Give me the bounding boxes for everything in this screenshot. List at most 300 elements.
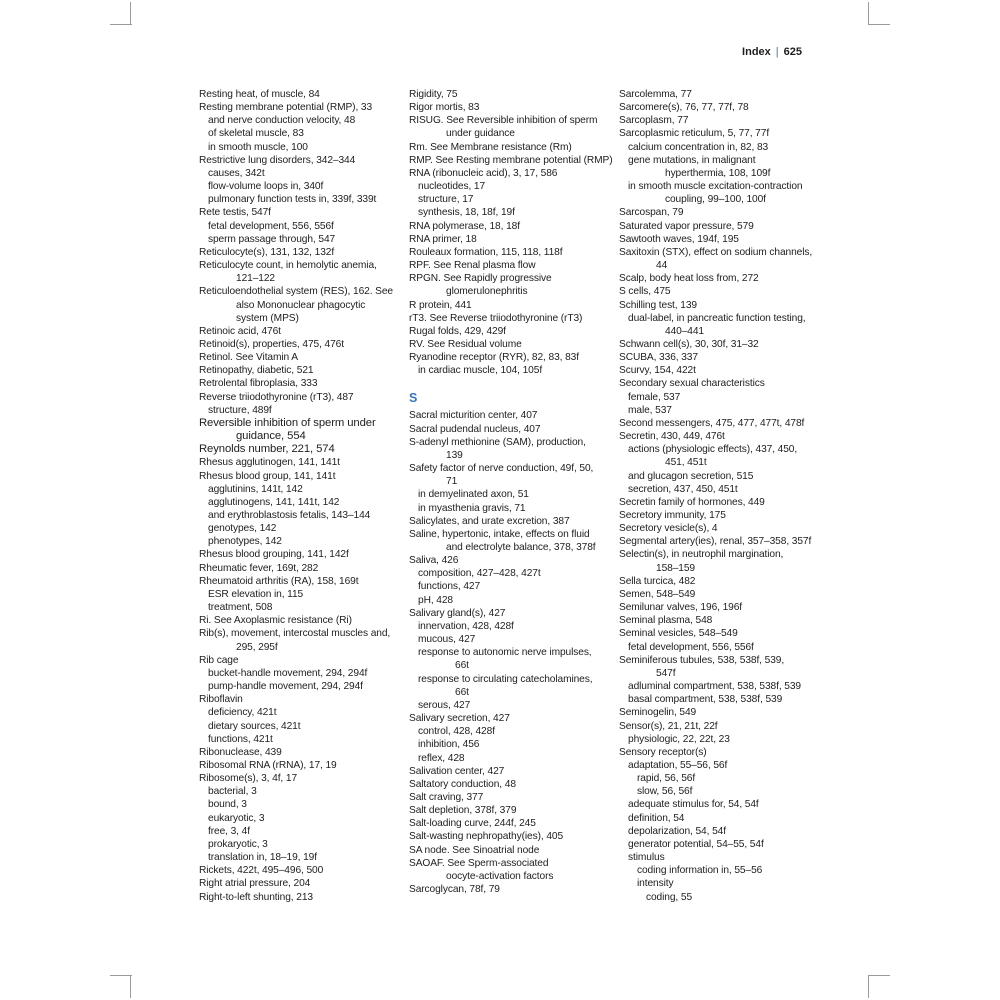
index-entry-line: Sensory receptor(s) [619, 746, 707, 758]
index-entry [409, 423, 609, 436]
index-subentry [619, 864, 819, 877]
index-entry-line: sperm passage through, 547 [208, 233, 336, 245]
index-entry-line: in smooth muscle excitation-contraction [628, 181, 803, 193]
index-entry-line: Rheumatoid arthritis (RA), 158, 169t [199, 575, 359, 587]
index-entry-line: dietary sources, 421t [208, 720, 301, 732]
index-entry-line: Saturated vapor pressure, 579 [619, 220, 754, 232]
index-entry [199, 443, 399, 456]
index-entry [409, 528, 609, 554]
index-entry-line: Salivary gland(s), 427 [409, 607, 506, 619]
index-entry-line: coding information in, 55–56 [637, 865, 763, 877]
index-entry-line: Reverse triiodothyronine (rT3), 487 [199, 391, 354, 403]
index-entry [619, 522, 819, 535]
index-entry-continuation: 295, 295f [236, 641, 278, 653]
index-entry-line: Rickets, 422t, 495–496, 500 [199, 865, 324, 877]
index-entry-line: Secretin, 430, 449, 476t [619, 431, 725, 443]
index-entry [199, 285, 399, 324]
index-entry [199, 391, 399, 404]
index-subentry [619, 641, 819, 654]
index-entry-line: generator potential, 54–55, 54f [628, 838, 764, 850]
index-entry-line: Sarcoglycan, 78f, 79 [409, 884, 500, 896]
index-entry-line: translation in, 18–19, 19f [208, 852, 317, 864]
index-entry-line: Reticulocyte(s), 131, 132, 132f [199, 246, 335, 258]
index-entry [409, 233, 609, 246]
index-column-2 [409, 88, 613, 896]
index-entry-line: Right atrial pressure, 204 [199, 878, 311, 890]
index-subentry [619, 785, 819, 798]
index-entry [409, 778, 609, 791]
index-subentry [409, 738, 609, 751]
index-entry-line: SA node. See Sinoatrial node [409, 844, 540, 856]
index-entry-line: Sarcospan, 79 [619, 207, 684, 219]
index-entry-line: RPF. See Renal plasma flow [409, 260, 536, 272]
index-entry-line: reflex, 428 [418, 752, 465, 764]
index-entry-line: RPGN. See Rapidly progressive [409, 273, 552, 285]
index-entry [199, 575, 399, 588]
index-entry [199, 891, 399, 904]
index-entry-continuation: 139 [446, 449, 463, 461]
index-entry-line: bucket-handle movement, 294, 294f [208, 667, 368, 679]
index-entry-line: Secretory immunity, 175 [619, 510, 726, 521]
index-subentry [409, 364, 609, 377]
index-entry [409, 765, 609, 778]
index-entry-line: Salivary secretion, 427 [409, 713, 510, 725]
index-entry-continuation: 66t [455, 660, 469, 672]
index-entry [199, 693, 399, 706]
index-entry-line: structure, 17 [418, 194, 474, 206]
index-entry-line: rT3. See Reverse triiodothyronine (rT3) [409, 312, 583, 324]
index-entry-line: Rouleaux formation, 115, 118, 118f [409, 246, 563, 258]
index-entry [199, 548, 399, 561]
index-entry-line: Ribonuclease, 439 [199, 746, 282, 758]
index-entry-line: Schilling test, 139 [619, 299, 697, 311]
index-entry-continuation: glomerulonephritis [446, 286, 528, 298]
crop-mark-bottom-left [130, 976, 131, 998]
index-entry-line: adluminal compartment, 538, 538f, 539 [628, 681, 801, 693]
index-entry [199, 101, 399, 114]
index-entry [409, 883, 609, 896]
index-entry-line: Salt depletion, 378f, 379 [409, 805, 517, 817]
index-subentry [409, 206, 609, 219]
index-entry-line: Segmental artery(ies), renal, 357–358, 357f [619, 536, 812, 548]
index-entry [199, 206, 399, 219]
index-entry [199, 154, 399, 167]
index-entry-line: Retinoic acid, 476t [199, 325, 281, 337]
index-entry [199, 377, 399, 390]
crop-mark-top-left [110, 24, 132, 25]
index-subentry [409, 752, 609, 765]
index-subentry [199, 535, 399, 548]
index-subentry [619, 470, 819, 483]
index-subentry [409, 567, 609, 580]
index-entry [619, 430, 819, 443]
index-entry [409, 325, 609, 338]
index-entry-line: in demyelinated axon, 51 [418, 489, 529, 501]
running-head [700, 46, 802, 58]
index-subentry [199, 496, 399, 509]
index-entry [199, 746, 399, 759]
index-entry [619, 706, 819, 719]
index-subentry [619, 391, 819, 404]
index-entry [409, 167, 609, 180]
index-entry-line: Seminal plasma, 548 [619, 615, 713, 627]
index-entry-line: pulmonary function tests in, 339f, 339t [208, 194, 377, 206]
index-entry-continuation: also Mononuclear phagocytic [236, 299, 366, 311]
index-entry-line: Seminal vesicles, 548–549 [619, 628, 738, 640]
index-entry [619, 272, 819, 285]
index-entry [409, 817, 609, 830]
index-entry-line: dual-label, in pancreatic function testing, [628, 312, 806, 324]
index-entry-line: Restrictive lung disorders, 342–344 [199, 154, 356, 166]
index-subentry [199, 167, 399, 180]
index-entry-line: Salicylates, and urate excretion, 387 [409, 515, 570, 527]
index-column-1 [199, 88, 399, 904]
index-entry [619, 220, 819, 233]
index-entry-line: free, 3, 4f [208, 825, 250, 837]
index-entry [199, 417, 399, 443]
index-subentry [619, 443, 819, 469]
index-subentry [199, 785, 399, 798]
index-entry-line: RISUG. See Reversible inhibition of sperm [409, 115, 598, 127]
index-entry [409, 220, 609, 233]
index-entry-continuation: 44 [656, 260, 668, 272]
index-entry [199, 338, 399, 351]
index-entry [409, 830, 609, 843]
index-subentry [619, 798, 819, 811]
index-subentry [199, 127, 399, 140]
index-entry-line: inhibition, 456 [418, 739, 480, 751]
index-entry-line: functions, 421t [208, 733, 273, 745]
index-entry-line: coding, 55 [646, 891, 693, 903]
index-subentry [199, 141, 399, 154]
index-entry [409, 462, 609, 488]
index-entry [409, 312, 609, 325]
section-letter-heading: S [409, 391, 418, 406]
index-entry-line: and nerve conduction velocity, 48 [208, 115, 356, 127]
index-entry-line: Retinol. See Vitamin A [199, 352, 298, 364]
index-entry-line: SCUBA, 336, 337 [619, 352, 698, 364]
index-entry-line: mucous, 427 [418, 634, 476, 646]
index-entry [409, 844, 609, 857]
index-entry-line: agglutinogens, 141, 141t, 142 [208, 496, 340, 508]
index-entry-continuation: oocyte-activation factors [446, 870, 554, 882]
index-entry [409, 299, 609, 312]
index-entry-continuation: 158–159 [656, 562, 695, 574]
index-entry [619, 206, 819, 219]
index-subentry [619, 838, 819, 851]
index-entry-line: Sarcoplasm, 77 [619, 115, 689, 127]
index-entry-line: Semen, 548–549 [619, 588, 696, 600]
index-entry-line: female, 537 [628, 391, 681, 403]
index-entry [409, 88, 609, 101]
index-subentry [619, 483, 819, 496]
index-entry [619, 338, 819, 351]
index-entry-line: Rigidity, 75 [409, 89, 458, 100]
index-subentry [199, 522, 399, 535]
index-entry-line: Seminiferous tubules, 538, 538f, 539, [619, 654, 785, 666]
index-column-3 [619, 88, 819, 904]
crop-mark-bottom-left [110, 975, 132, 976]
index-entry-line: functions, 427 [418, 581, 481, 593]
index-subentry [199, 851, 399, 864]
index-entry [619, 720, 819, 733]
crop-mark-top-left [130, 2, 131, 24]
index-entry-line: Sarcolemma, 77 [619, 89, 692, 100]
index-entry [619, 246, 819, 272]
index-entry [619, 127, 819, 140]
index-subentry [199, 588, 399, 601]
index-entry-line: agglutinins, 141t, 142 [208, 483, 303, 495]
index-entry-line: secretion, 437, 450, 451t [628, 483, 738, 495]
index-entry-line: Resting heat, of muscle, 84 [199, 89, 320, 100]
page-number: 625 [783, 46, 802, 58]
index-entry-line: RMP. See Resting membrane potential (RMP) [409, 154, 613, 166]
index-entry-line: Salt craving, 377 [409, 791, 484, 803]
index-subentry [619, 851, 819, 864]
index-entry-line: Reticuloendothelial system (RES), 162. See [199, 286, 393, 298]
index-entry-line: Rugal folds, 429, 429f [409, 325, 506, 337]
crop-mark-top-right [868, 24, 890, 25]
index-entry-line: control, 428, 428f [418, 726, 495, 738]
index-entry-line: Rm. See Membrane resistance (Rm) [409, 141, 572, 153]
index-entry-line: RNA primer, 18 [409, 233, 477, 245]
index-entry-line: Secretin family of hormones, 449 [619, 496, 765, 508]
index-entry-line: pH, 428 [418, 594, 453, 606]
index-subentry [409, 180, 609, 193]
index-entry-line: Sarcoplasmic reticulum, 5, 77, 77f [619, 128, 770, 140]
index-subentry [619, 180, 819, 206]
index-subentry [409, 488, 609, 501]
index-entry-line: physiologic, 22, 22t, 23 [628, 733, 730, 745]
index-entry-line: intensity [637, 878, 674, 890]
index-subentry [619, 891, 819, 904]
index-entry-line: Ri. See Axoplasmic resistance (Ri) [199, 615, 352, 627]
index-entry-continuation: hyperthermia, 108, 109f [665, 167, 771, 179]
index-entry-line: Rhesus agglutinogen, 141, 141t [199, 457, 340, 469]
index-entry-line: Saliva, 426 [409, 555, 459, 567]
index-entry [199, 470, 399, 483]
crop-mark-bottom-right [868, 976, 869, 998]
index-entry [409, 141, 609, 154]
index-entry-line: Second messengers, 475, 477, 477t, 478f [619, 417, 805, 429]
index-entry-line: Resting membrane potential (RMP), 33 [199, 102, 373, 114]
index-subentry [199, 483, 399, 496]
index-entry-continuation: coupling, 99–100, 100f [665, 194, 766, 206]
index-entry [199, 654, 399, 667]
index-entry-line: prokaryotic, 3 [208, 838, 268, 850]
index-entry [199, 772, 399, 785]
index-subentry [199, 720, 399, 733]
index-entry [199, 877, 399, 890]
index-entry [409, 607, 609, 620]
index-entry-line: RV. See Residual volume [409, 338, 522, 350]
index-entry-line: adaptation, 55–56, 56f [628, 759, 728, 771]
index-subentry [409, 725, 609, 738]
index-entry [199, 88, 399, 101]
crop-mark-top-right [868, 2, 869, 24]
index-entry [619, 746, 819, 759]
index-entry [619, 88, 819, 101]
index-entry [199, 246, 399, 259]
index-entry-line: ESR elevation in, 115 [208, 588, 304, 600]
index-entry-line: deficiency, 421t [208, 707, 277, 719]
index-entry-line: phenotypes, 142 [208, 536, 282, 548]
index-subentry [199, 798, 399, 811]
index-entry-line: response to circulating catecholamines, [418, 673, 593, 685]
index-subentry [199, 509, 399, 522]
index-entry-line: stimulus [628, 852, 665, 864]
index-entry-line: and erythroblastosis fetalis, 143–144 [208, 510, 371, 521]
index-subentry [199, 180, 399, 193]
index-entry-line: Sella turcica, 482 [619, 575, 696, 587]
index-entry-continuation: 451, 451t [665, 457, 707, 469]
index-subentry [409, 633, 609, 646]
index-entry-line: Secondary sexual characteristics [619, 378, 765, 390]
index-subentry [619, 693, 819, 706]
index-entry-line: S-adenyl methionine (SAM), production, [409, 436, 586, 448]
index-entry-line: Rigor mortis, 83 [409, 102, 480, 114]
index-entry [619, 417, 819, 430]
index-entry-line: in smooth muscle, 100 [208, 141, 308, 153]
index-entry-line: Selectin(s), in neutrophil margination, [619, 549, 784, 561]
index-entry-line: treatment, 508 [208, 602, 273, 614]
index-entry [409, 712, 609, 725]
index-entry-line: Secretory vesicle(s), 4 [619, 523, 718, 535]
index-entry-line: bacterial, 3 [208, 786, 257, 798]
index-entry-continuation: 71 [446, 476, 458, 488]
index-entry-line: depolarization, 54, 54f [628, 825, 726, 837]
index-entry [199, 325, 399, 338]
index-entry [199, 364, 399, 377]
index-entry-line: Semilunar valves, 196, 196f [619, 602, 743, 614]
index-entry-line: bound, 3 [208, 799, 247, 811]
index-subentry [199, 220, 399, 233]
index-entry-line: flow-volume loops in, 340f [208, 181, 324, 193]
index-entry [619, 285, 819, 298]
index-entry-continuation: 66t [455, 686, 469, 698]
index-entry-line: Saline, hypertonic, intake, effects on fluid [409, 528, 590, 540]
index-entry [619, 627, 819, 640]
index-entry [409, 154, 613, 167]
index-entry-continuation: and electrolyte balance, 378, 378f [446, 542, 596, 553]
index-entry-line: synthesis, 18, 18f, 19f [418, 207, 515, 219]
index-entry-line: Retinoid(s), properties, 475, 476t [199, 338, 344, 350]
index-entry-line: Reversible inhibition of sperm under [199, 416, 376, 429]
index-entry [199, 259, 399, 285]
index-entry-line: gene mutations, in malignant [628, 154, 756, 166]
index-subentry [409, 699, 609, 712]
index-entry-line: Riboflavin [199, 694, 243, 706]
index-subentry [409, 594, 609, 607]
index-entry [619, 588, 819, 601]
index-entry-line: composition, 427–428, 427t [418, 568, 541, 580]
index-subentry [199, 114, 399, 127]
index-entry-line: Rhesus blood grouping, 141, 142f [199, 549, 349, 561]
index-entry-continuation: 121–122 [236, 273, 275, 285]
index-entry-line: basal compartment, 538, 538f, 539 [628, 694, 783, 706]
index-entry [409, 857, 609, 883]
index-subentry [409, 193, 609, 206]
index-entry-line: fetal development, 556, 556f [628, 641, 754, 653]
index-subentry [199, 667, 399, 680]
index-entry-line: Safety factor of nerve conduction, 49f, 50, [409, 463, 594, 475]
index-subentry [619, 141, 819, 154]
index-subentry [199, 601, 399, 614]
index-subentry [409, 646, 609, 672]
index-subentry [199, 706, 399, 719]
index-subentry [199, 838, 399, 851]
index-entry [199, 864, 399, 877]
index-entry-line: rapid, 56, 56f [637, 773, 696, 785]
index-entry-line: Retrolental fibroplasia, 333 [199, 378, 318, 390]
index-entry-line: Scurvy, 154, 422t [619, 365, 696, 377]
index-entry-line: Salt-wasting nephropathy(ies), 405 [409, 831, 564, 843]
index-subentry [619, 312, 819, 338]
index-subentry [199, 733, 399, 746]
index-entry-line: Sensor(s), 21, 21t, 22f [619, 720, 718, 732]
index-entry [619, 509, 819, 522]
index-entry [199, 614, 399, 627]
index-entry-line: eukaryotic, 3 [208, 812, 265, 824]
index-entry [619, 377, 819, 390]
index-entry [619, 548, 819, 574]
index-entry-line: structure, 489f [208, 404, 272, 416]
index-subentry [409, 673, 609, 699]
header-separator: | [775, 46, 779, 58]
index-entry-line: causes, 342t [208, 167, 265, 179]
index-entry [409, 351, 609, 364]
index-entry [409, 554, 609, 567]
index-entry [619, 575, 819, 588]
index-entry [619, 233, 819, 246]
index-subentry [619, 404, 819, 417]
index-entry [619, 614, 819, 627]
index-entry [199, 562, 399, 575]
index-entry-line: of skeletal muscle, 83 [208, 128, 304, 140]
index-entry-line: fetal development, 556, 556f [208, 220, 334, 232]
index-entry-line: Salivation center, 427 [409, 765, 505, 777]
index-subentry [619, 733, 819, 746]
index-entry [409, 101, 609, 114]
index-subentry [199, 193, 399, 206]
index-entry-line: R protein, 441 [409, 299, 472, 311]
index-entry-line: Reynolds number, 221, 574 [199, 443, 335, 456]
index-entry-line: calcium concentration in, 82, 83 [628, 141, 769, 153]
index-entry-line: Rheumatic fever, 169t, 282 [199, 562, 319, 574]
index-entry-line: RNA polymerase, 18, 18f [409, 220, 520, 232]
index-entry [619, 654, 819, 680]
index-entry [409, 791, 609, 804]
index-entry-line: actions (physiologic effects), 437, 450, [628, 444, 798, 456]
index-entry-line: Rib cage [199, 654, 239, 666]
index-subentry [619, 877, 819, 890]
index-entry-line: serous, 427 [418, 699, 471, 711]
index-subentry [619, 812, 819, 825]
index-subentry [199, 233, 399, 246]
index-subentry [199, 825, 399, 838]
index-entry-continuation: under guidance [446, 128, 515, 140]
index-subentry [619, 825, 819, 838]
index-entry-line: Schwann cell(s), 30, 30f, 31–32 [619, 338, 759, 350]
index-entry-line: Reticulocyte count, in hemolytic anemia, [199, 260, 377, 272]
index-entry-line: response to autonomic nerve impulses, [418, 647, 592, 659]
index-entry-continuation: system (MPS) [236, 312, 299, 324]
index-entry-line: Saxitoxin (STX), effect on sodium channels, [619, 246, 813, 258]
index-entry-line: Ribosomal RNA (rRNA), 17, 19 [199, 759, 337, 771]
index-entry-line: Sacral pudendal nucleus, 407 [409, 423, 541, 435]
index-entry-line: Ribosome(s), 3, 4f, 17 [199, 773, 298, 785]
index-entry [199, 627, 399, 653]
